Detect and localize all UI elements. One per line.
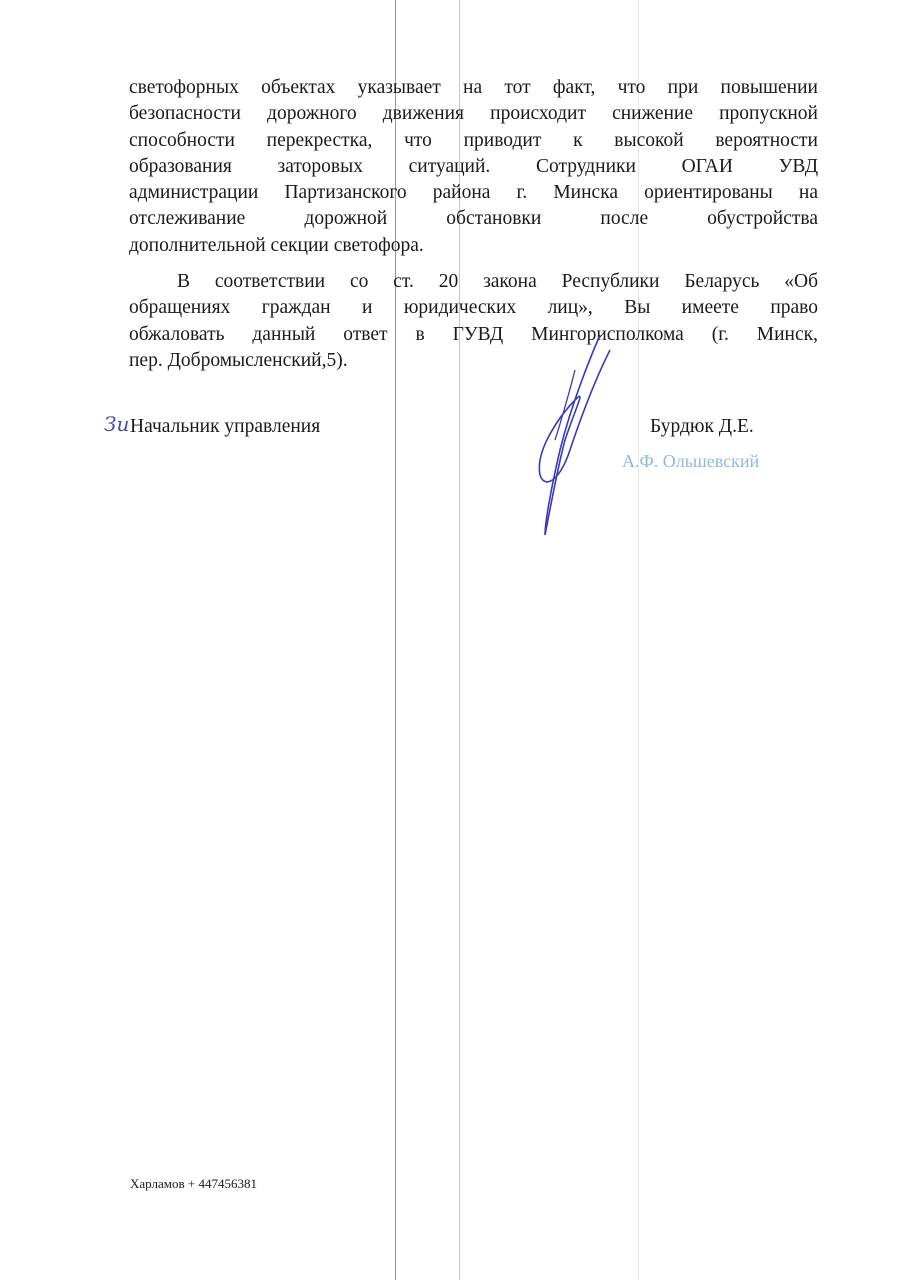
text-line: администрации Партизанского района г. Минска ориентированы на [129,182,818,204]
text-line: обращениях граждан и юридических лиц», Вы имеете право [129,297,818,319]
handwritten-signature [515,330,625,540]
text-line: отслеживание дорожной обстановки после обустройства [129,208,818,230]
name-stamp: А.Ф. Ольшевский [622,451,760,471]
executor-contact: Харламов + 447456381 [130,1176,257,1191]
signatory-title: Начальник управления [130,416,321,437]
text-line: В соответствии со ст. 20 закона Республики Беларусь «Об [177,271,818,292]
text-line: обжаловать данный ответ в ГУВД Мингорисполкома (г. Минск, [129,323,818,345]
paragraph-2 [129,269,818,374]
text-line: светофорных объектах указывает на тот факт, что при повышении [129,77,818,98]
text-line: способности перекрестка, что приводит к высокой вероятности [129,129,818,151]
paragraph-1 [129,75,818,259]
signatory-name: Бурдюк Д.Е. [650,416,754,437]
text-line: пер. Добромысленский,5). [129,349,348,371]
text-line: дополнительной секции светофора. [129,234,424,256]
text-line: образования заторовых ситуаций. Сотрудники ОГАИ УВД [129,155,818,177]
handwritten-initials: Зи [104,412,130,436]
text-line: безопасности дорожного движения происходит снижение пропускной [129,103,818,125]
